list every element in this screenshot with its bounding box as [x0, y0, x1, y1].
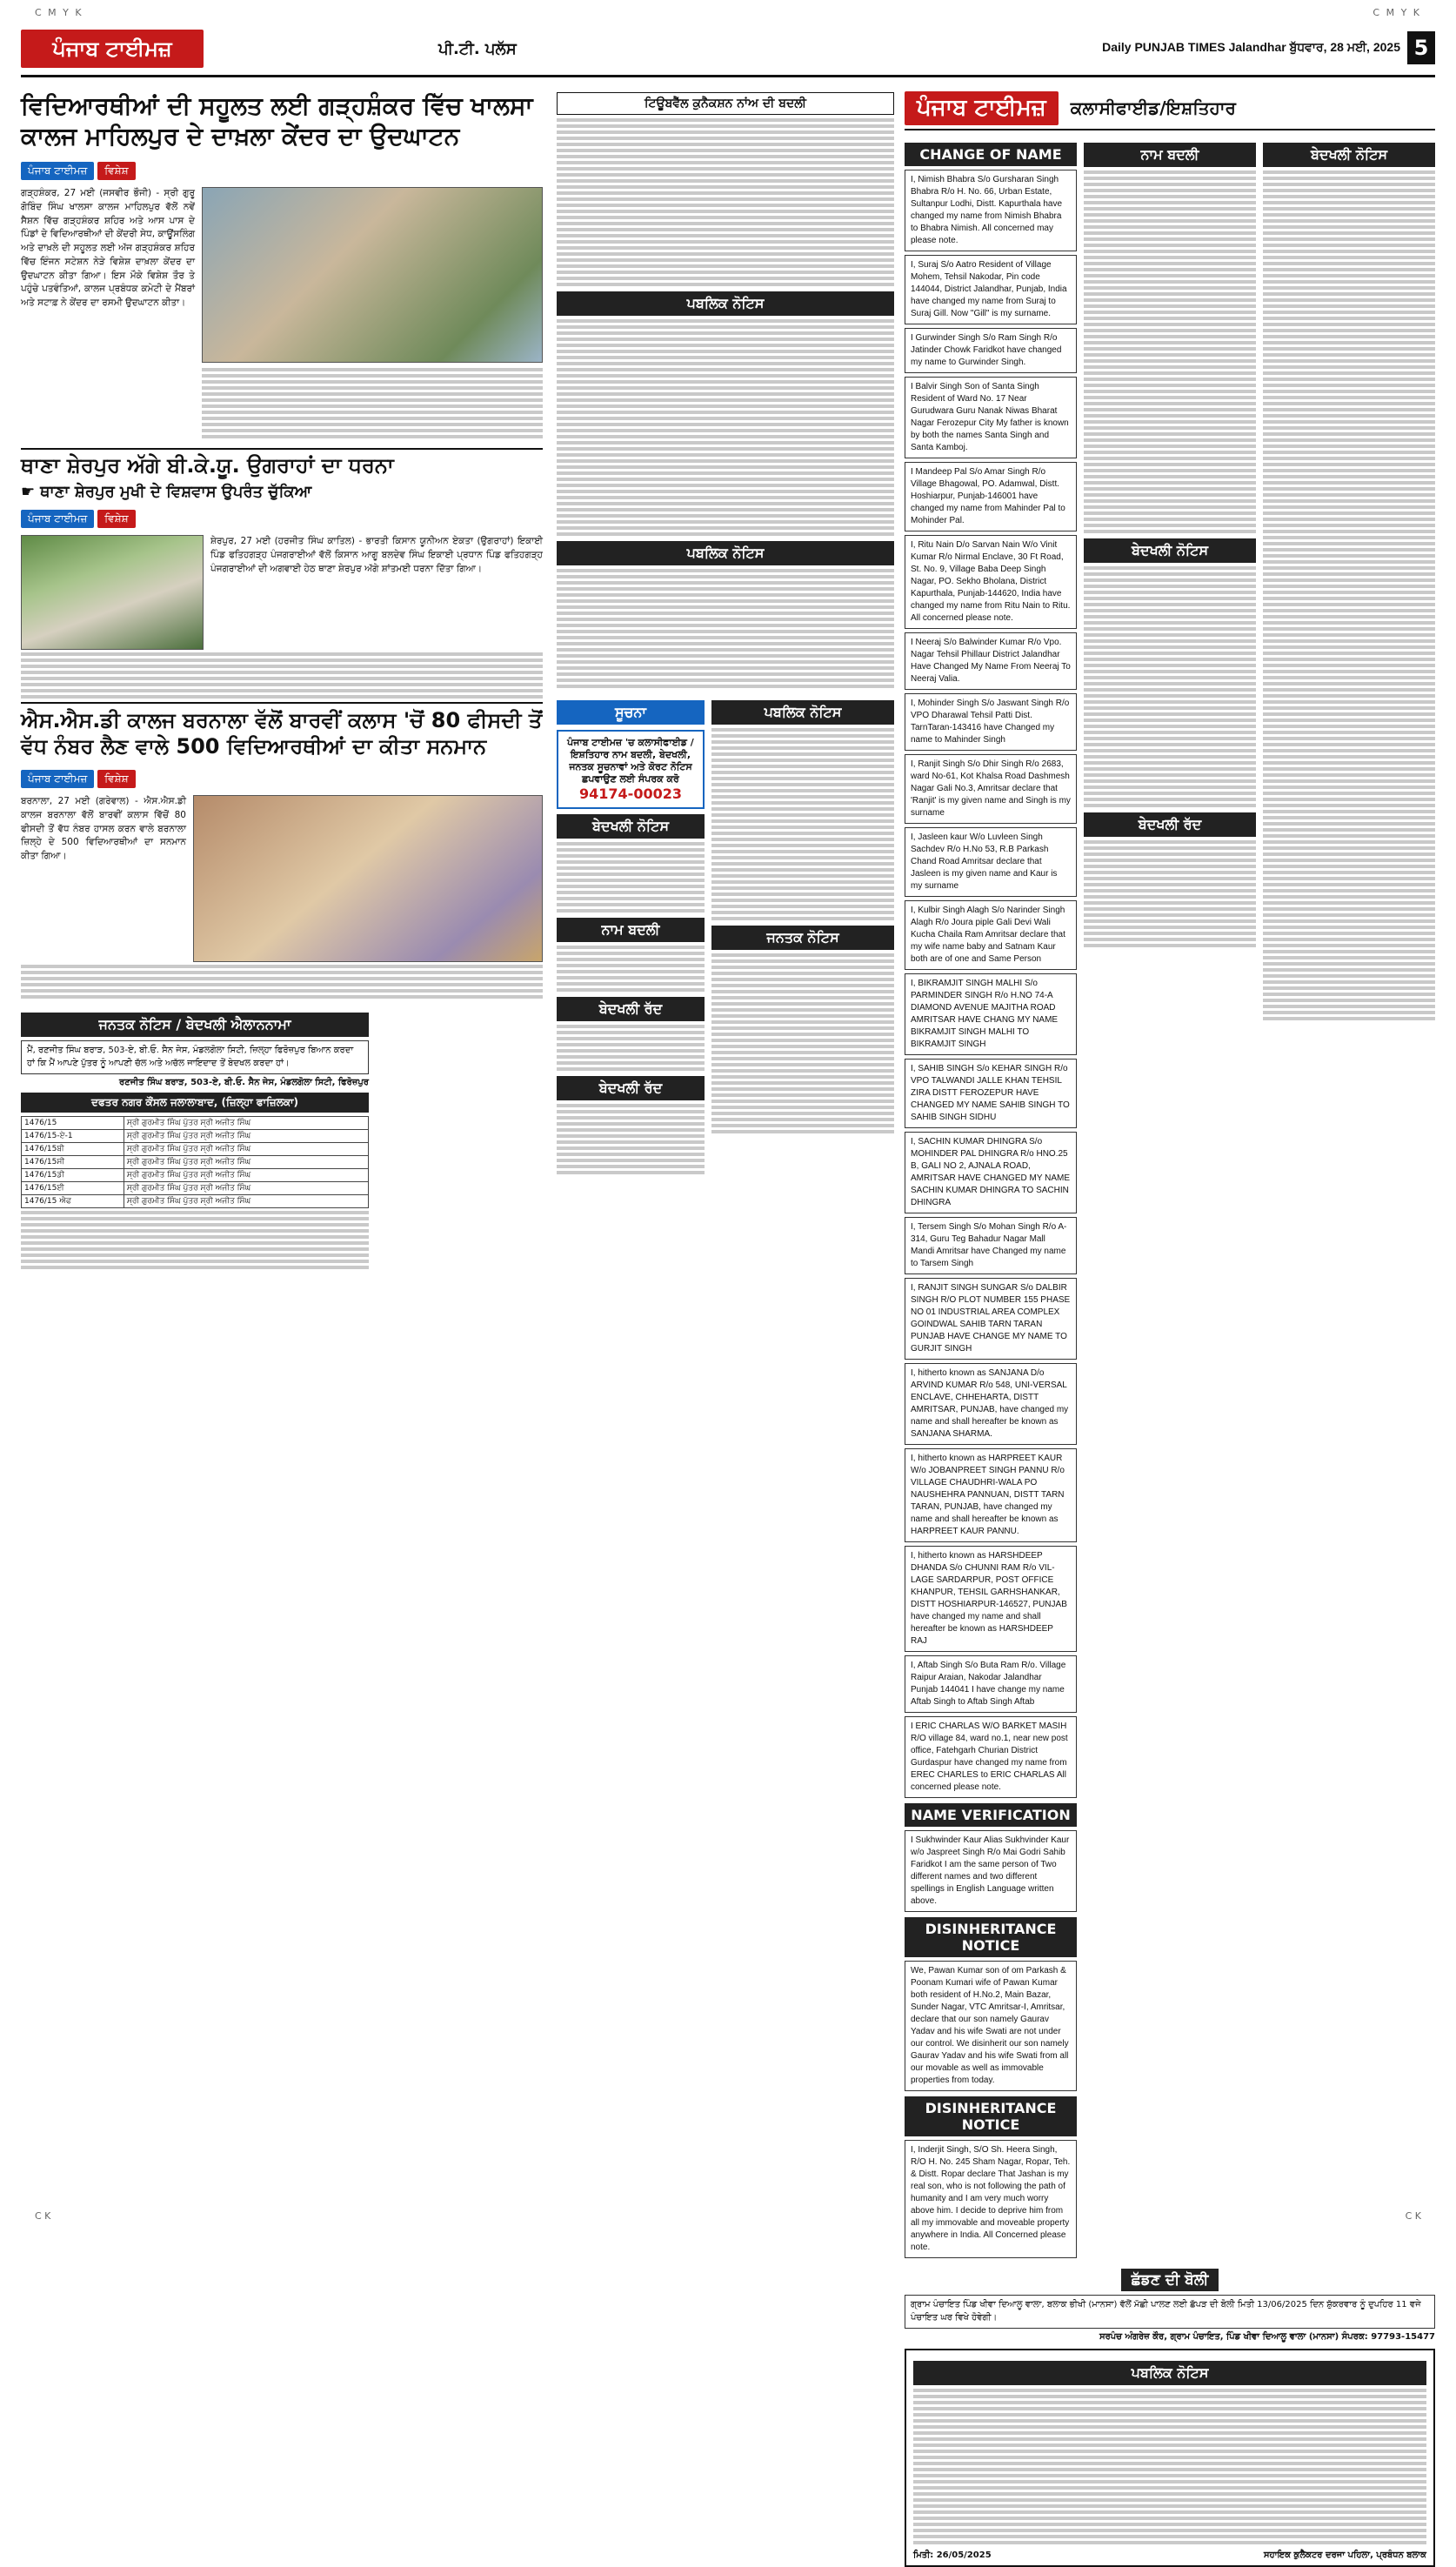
- registration-mark-left: C M Y K: [35, 7, 83, 18]
- felicitation-photo: [193, 795, 543, 962]
- registration-mark-bottom-left: C K: [35, 2210, 51, 2222]
- bedakhli-notice-title: ਬੇਦਖਲੀ ਨੋਟਿਸ: [557, 814, 705, 839]
- name-change-notice: I, Suraj S/o Aatro Resident of Village Mohem, Tehsil Nakodar, Pin code 144044, District Jalandhar, Punjab, India have changed my name from Suraj to Suraj Gill. Now "Gill" is my surname.: [905, 255, 1077, 324]
- tubewell-notice-body: [557, 118, 894, 286]
- change-of-name-title: CHANGE OF NAME: [905, 143, 1077, 166]
- notices-column-middle: [557, 87, 894, 1177]
- story3-headline: ਐਸ.ਐਸ.ਡੀ ਕਾਲਜ ਬਰਨਾਲਾ ਵੱਲੋਂ ਬਾਰਵੀਂ ਕਲਾਸ 'ਚੋਂ 80 ਫੀਸਦੀ ਤੋਂ ਵੱਧ ਨੰਬਰ ਲੈਣ ਵਾਲੇ 500 ਵਿਦਿਆਰਥੀਆਂ ਦਾ ਕੀਤਾ ਸਨਮਾਨ: [21, 702, 543, 759]
- bedakhli-radd-body: [557, 1025, 705, 1071]
- public-notice-1-body: [557, 319, 894, 536]
- name-change-notice: I ERIC CHARLAS W/O BARKET MASIH R/O village 84, ward no.1, near new post office, Fatehgarh Churian District Gurdaspur have changed my name from EREC CHARLES to ERIC CHARLAS All concerned please note.: [905, 1716, 1077, 1798]
- classifieds-logo: ਪੰਜਾਬ ਟਾਈਮਜ਼: [905, 91, 1059, 125]
- name-change-notice: I, Mohinder Singh S/o Jaswant Singh R/o VPO Dharawal Tehsil Patti Dist. TarnTaran-143416 have Changed my name to Mahinder Singh: [905, 693, 1077, 751]
- name-verification-title: NAME VERIFICATION: [905, 1803, 1077, 1827]
- bedakhli-radd-2-title: ਬੇਦਖਲੀ ਰੱਦ: [557, 1076, 705, 1100]
- disinheritance-title-2: DISINHERITANCE NOTICE: [905, 2096, 1077, 2136]
- suchna-title: ਸੂਚਨਾ: [557, 700, 705, 725]
- name-change-notice: I, SACHIN KUMAR DHINGRA S/o MOHINDER PAL DHINGRA R/o HNO.25 B, GALI NO 2, AJNALA ROAD, AMRITSAR HAVE CHANGED MY NAME SACHIN KUMAR DHINGRA TO SACHIN DHINGRA: [905, 1132, 1077, 1213]
- name-change-notice: I, RANJIT SINGH SUNGAR S/o DALBIR SINGH R/O PLOT NUMBER 155 PHASE NO 01 INDUSTRIAL AREA COMPLEX GOINDWAL SAHIB TARN TARAN PUNJAB HAVE CHANGE MY NAME TO GURJIT SINGH: [905, 1278, 1077, 1360]
- tubewell-notice-title: ਟਿਊਬਵੈੱਲ ਕੁਨੈਕਸ਼ਨ ਨਾਂਅ ਦੀ ਬਦਲੀ: [557, 92, 894, 115]
- disinheritance-title: DISINHERITANCE NOTICE: [905, 1917, 1077, 1957]
- bedakhli-notice-title-right: ਬੇਦਖਲੀ ਨੋਟਿਸ: [1263, 143, 1435, 167]
- property-table: [21, 1116, 369, 1208]
- classifieds-subtitle: ਕਲਾਸੀਫਾਈਡ/ਇਸ਼ਤਿਹਾਰ: [1070, 97, 1236, 118]
- punjabi-notices-column: [1084, 137, 1256, 2262]
- public-notice-3-title: ਪਬਲਿਕ ਨੋਟਿਸ: [711, 700, 894, 725]
- bedakhli-punjabi-body: [1084, 566, 1256, 807]
- table-row: [22, 1182, 369, 1195]
- table-row: [22, 1117, 369, 1130]
- public-notice-bottom: [905, 2349, 1435, 2567]
- bedakhli-radd-punjabi-body: [1084, 840, 1256, 947]
- lead-headline: ਵਿਦਿਆਰਥੀਆਂ ਦੀ ਸਹੂਲਤ ਲਈ ਗੜ੍ਹਸ਼ੰਕਰ ਵਿੱਚ ਖਾਲਸਾ ਕਾਲਜ ਮਾਹਿਲਪੁਰ ਦੇ ਦਾਖ਼ਲਾ ਕੇਂਦਰ ਦਾ ਉਦਘਾਟਨ: [21, 91, 533, 150]
- table-cell: ਸ੍ਰੀ ਗੁਰਮੀਤ ਸਿੰਘ ਪੁੱਤਰ ਸ੍ਰੀ ਅਜੀਤ ਸਿੰਘ: [124, 1182, 368, 1195]
- dharna-photo: [21, 535, 204, 650]
- bedakhli-radd-punjabi-title: ਬੇਦਖਲੀ ਰੱਦ: [1084, 812, 1256, 837]
- name-change-notice: I, SAHIB SINGH S/o KEHAR SINGH R/o VPO TALWANDI JALLE KHAN TEHSIL ZIRA DISTT FEROZEPUR HAVE CHANGED MY NAME SAHIB SINGH TO SAHIB SINGH SIDHU: [905, 1059, 1077, 1128]
- contact-text: ਪੰਜਾਬ ਟਾਈਮਜ਼ 'ਚ ਕਲਾਸੀਫਾਈਡ / ਇਸ਼ਤਿਹਾਰ ਨਾਮ ਬਦਲੀ, ਬੇਦਖਲੀ, ਜਨਤਕ ਸੂਚਨਾਵਾਂ ਅਤੇ ਕੋਰਟ ਨੋਟਿਸ ਛਪਵਾਉਣ ਲਈ ਸੰਪਰਕ ਕਰੋ: [567, 737, 694, 785]
- table-row: [22, 1156, 369, 1169]
- bedakhli-radd-2-body: [557, 1104, 705, 1174]
- bedakhli-punjabi-title: ਬੇਦਖਲੀ ਨੋਟਿਸ: [1084, 538, 1256, 563]
- public-notice-bottom-signature: ਸਹਾਇਕ ਕੁਲੈਕਟਰ ਦਰਜਾ ਪਹਿਲਾ, ਪ੍ਰਬੰਧਨ ਬਲਾਕ: [1263, 2550, 1426, 2560]
- municipal-notice-footer: [21, 1211, 369, 1269]
- classifieds-header: [905, 87, 1435, 130]
- table-cell: 1476/15ਈ: [22, 1182, 124, 1195]
- name-change-notice: I Neeraj S/o Balwinder Kumar R/o Vpo. Nagar Tehsil Phillaur District Jalandhar Have Changed My Name From Neeraj To Neeraj Valia.: [905, 632, 1077, 690]
- public-notice-3-body: [711, 728, 894, 920]
- edition-date: Daily PUNJAB TIMES Jalandhar ਬੁੱਧਵਾਰ, 28 ਮਈ, 2025: [1102, 40, 1400, 54]
- name-change-notice: I, Ritu Nain D/o Sarvan Nain W/o Vinit Kumar R/o Nirmal Enclave, 30 Ft Road, St. No. 9, Village Baba Deep Singh Nagar, PO. Sekho Bholana, District Kapurthala, Punjab-144620, India have changed my name from Ritu Nain to Ritu. All concerned please note.: [905, 535, 1077, 629]
- story3-continued: [21, 965, 543, 999]
- table-row: [22, 1169, 369, 1182]
- lead-story-text: ਗੜ੍ਹਸ਼ੰਕਰ, 27 ਮਈ (ਜਸਵੀਰ ਭੌਜੀ) - ਸ੍ਰੀ ਗੁਰੂ ਗੋਬਿੰਦ ਸਿੰਘ ਖਾਲਸਾ ਕਾਲਜ ਮਾਹਿਲਪੁਰ ਵੱਲੋਂ ਨਵੇਂ ਸੈਸ਼ਨ ਵਿੱਚ ਗੜ੍ਹਸ਼ੰਕਰ ਸ਼ਹਿਰ ਅਤੇ ਆਸ ਪਾਸ ਦੇ ਪਿੰਡਾਂ ਦੇ ਵਿਦਿਆਰਥੀਆਂ ਦੀ ਕੇਂਦਰੀ ਸੇਧ, ਕਾਊਂਸਲਿੰਗ ਅਤੇ ਦਾਖ਼ਲੇ ਦੀ ਸਹੂਲਤ ਲਈ ਅੱਜ ਗੜ੍ਹਸ਼ੰਕਰ ਸ਼ਹਿਰ ਵਿੱਚ ਇੰਜਨ ਸਟੇਸ਼ਨ ਨੇੜੇ ਵਿਸ਼ੇਸ਼ ਦਾਖ਼ਲਾ ਕੇਂਦਰ ਦਾ ਉਦਘਾਟਨ ਕੀਤਾ ਗਿਆ। ਇਸ ਮੌਕੇ ਵਿਸ਼ੇਸ਼ ਤੌਰ ਤੇ ਪਹੁੰਚੇ ਪਤਵੰਤਿਆਂ, ਕਾਲਜ ਪ੍ਰਬੰਧਕ ਕਮੇਟੀ ਦੇ ਮੈਂਬਰਾਂ ਅਤੇ ਸਟਾਫ਼ ਨੇ ਕੇਂਦਰ ਦਾ ਰਸਮੀ ਉਦਘਾਟਨ ਕੀਤਾ।: [21, 188, 195, 308]
- table-row: [22, 1143, 369, 1156]
- table-cell: ਸ੍ਰੀ ਗੁਰਮੀਤ ਸਿੰਘ ਪੁੱਤਰ ਸ੍ਰੀ ਅਜੀਤ ਸਿੰਘ: [124, 1117, 368, 1130]
- name-change-notice: I, Aftab Singh S/o Buta Ram R/o. Village Raipur Araian, Nakodar Jalandhar Punjab 144041 I have change my name Aftab Singh to Aftab Singh Aftab: [905, 1655, 1077, 1713]
- chhor-di-boli-text: ਗ੍ਰਾਮ ਪੰਚਾਇਤ ਪਿੰਡ ਖੀਵਾ ਦਿਆਲੂ ਵਾਲਾ, ਬਲਾਕ ਭੀਖੀ (ਮਾਨਸਾ) ਵੱਲੋਂ ਮੱਛੀ ਪਾਲਣ ਲਈ ਛੱਪੜ ਦੀ ਬੋਲੀ ਮਿਤੀ 13/06/2025 ਦਿਨ ਸ਼ੁੱਕਰਵਾਰ ਨੂੰ ਦੁਪਹਿਰ 11 ਵਜੇ ਪੰਚਾਇਤ ਘਰ ਵਿਖੇ ਹੋਵੇਗੀ।: [905, 2295, 1435, 2329]
- special-tag: ਵਿਸ਼ੇਸ਼: [97, 162, 135, 180]
- contact-phone: 94174-00023: [579, 785, 682, 802]
- naam-badli-title: ਨਾਮ ਬਦਲੀ: [557, 918, 705, 942]
- disinheritance-text-1: We, Pawan Kumar son of om Parkash & Poonam Kumari wife of Pawan Kumar both resident of H.No.2, Main Bazar, Sunder Nagar, VTC Amritsar-I, Amritsar, declare that our son namely Gaurav Yadav and his wife Swati are not under our control. We disinherit our son namely Gaurav Yadav and his wife Swati from all our movable as well as immovable properties from today.: [905, 1961, 1077, 2091]
- table-cell: 1476/15ਡੀ: [22, 1169, 124, 1182]
- public-notice-bottom-date: ਮਿਤੀ: 26/05/2025: [913, 2550, 992, 2560]
- masthead-logo: ਪੰਜਾਬ ਟਾਈਮਜ਼: [21, 30, 204, 68]
- table-cell: ਸ੍ਰੀ ਗੁਰਮੀਤ ਸਿੰਘ ਪੁੱਤਰ ਸ੍ਰੀ ਅਜੀਤ ਸਿੰਘ: [124, 1130, 368, 1143]
- story2-text: ਸ਼ੇਰਪੁਰ, 27 ਮਈ (ਹਰਜੀਤ ਸਿੰਘ ਕਾਤਿਲ) - ਭਾਰਤੀ ਕਿਸਾਨ ਯੂਨੀਅਨ ਏਕਤਾ (ਉਗਰਾਹਾਂ) ਇਕਾਈ ਪਿੰਡ ਫਤਿਹਗੜ੍ਹ ਪੰਜਗਰਾਈਆਂ ਵੱਲੋਂ ਕਿਸਾਨ ਆਗੂ ਬਲਦੇਵ ਸਿੰਘ ਇਕਾਈ ਪ੍ਰਧਾਨ ਪਿੰਡ ਫਤਿਹਗੜ੍ਹ ਪੰਜਗਰਾਈਆਂ ਦੀ ਅਗਵਾਈ ਹੇਠ ਥਾਣਾ ਸ਼ੇਰਪੁਰ ਅੱਗੇ ਸ਼ਾਂਤਮਈ ਧਰਨਾ ਦਿੱਤਾ ਗਿਆ।: [210, 536, 543, 574]
- story2-subheadline-text: ਥਾਣਾ ਸ਼ੇਰਪੁਰ ਮੁਖੀ ਦੇ ਵਿਸ਼ਵਾਸ ਉਪਰੰਤ ਚੁੱਕਿਆ: [40, 483, 312, 501]
- table-cell: 1476/15ਬੀ: [22, 1143, 124, 1156]
- name-change-notice: I, hitherto known as SANJANA D/o ARVIND KUMAR R/o 548, UNI-VERSAL ENCLAVE, CHHEHARTA, DISTT AMRITSAR, PUNJAB, have changed my name and shall hereafter be known as SANJANA SHARMA.: [905, 1363, 1077, 1445]
- english-notices-column: [905, 137, 1077, 2262]
- story2-continued: [21, 652, 543, 699]
- name-change-notice: I, Tersem Singh S/o Mohan Singh R/o A-314, Guru Teg Bahadur Nagar Mall Mandi Amritsar have Changed my name to Tarsem Singh: [905, 1217, 1077, 1274]
- name-change-notice: I, Ranjit Singh S/o Dhir Singh R/o 2683, ward No-61, Kot Khalsa Road Dashmesh Nagar Gali No.3, Amritsar declare that 'Ranjit' is my given name and Singh is my surname: [905, 754, 1077, 824]
- public-notice-2-title: ਪਬਲਿਕ ਨੋਟਿਸ: [557, 541, 894, 565]
- name-change-notice: I Mandeep Pal S/o Amar Singh R/o Village Bhagowal, PO. Adamwal, Distt. Hoshiarpur, Punjab-146001 have changed my name from Mahinder Pal to Mohinder Pal.: [905, 462, 1077, 531]
- pointing-hand-icon: ☛: [21, 483, 36, 501]
- naam-badli-body: [557, 946, 705, 992]
- table-cell: 1476/15: [22, 1117, 124, 1130]
- page-number: 5: [1407, 31, 1435, 64]
- janak-notice-2-title: ਜਨਤਕ ਨੋਟਿਸ: [711, 926, 894, 950]
- table-cell: 1476/15ਸੀ: [22, 1156, 124, 1169]
- municipal-notice-title: ਦਫਤਰ ਨਗਰ ਕੌਂਸਲ ਜਲਾਲਾਬਾਦ, (ਜ਼ਿਲ੍ਹਾ ਫਾਜ਼ਿਲਕਾ): [21, 1093, 369, 1113]
- section-title: ਪੀ.ਟੀ. ਪਲੱਸ: [438, 40, 517, 58]
- bedakhli-radd-title: ਬੇਦਖਲੀ ਰੱਦ: [557, 997, 705, 1021]
- lead-photo: [202, 187, 543, 363]
- janak-notice-signature: ਰਣਜੀਤ ਸਿੰਘ ਬਰਾੜ, 503-ਏ, ਬੀ.ਓ. ਸੈਨ ਜੇਸ, ਮੰਡਲਗੋਲਾ ਸਿਟੀ, ਫਿਰੋਜ਼ਪੁਰ: [119, 1078, 369, 1087]
- name-change-notice: I, hitherto known as HARPREET KAUR W/o JOBANPREET SINGH PANNU R/o VILLAGE CHAUDHRI-WALA PO NAUSHEHRA PANNUAN, DISTT TARN TARAN, PUNJAB, have changed my name and shall hereafter be known as HARPREET KAUR PANNU.: [905, 1448, 1077, 1542]
- byline-tag: ਪੰਜਾਬ ਟਾਈਮਜ਼: [21, 162, 94, 180]
- naam-badli-punjabi-title: ਨਾਮ ਬਦਲੀ: [1084, 143, 1256, 167]
- chhor-di-boli-title: ਛੱਡਣ ਦੀ ਬੋਲੀ: [1121, 2269, 1219, 2291]
- table-cell: ਸ੍ਰੀ ਗੁਰਮੀਤ ਸਿੰਘ ਪੁੱਤਰ ਸ੍ਰੀ ਅਜੀਤ ਸਿੰਘ: [124, 1143, 368, 1156]
- classifieds-column: [905, 87, 1435, 2567]
- table-cell: 1476/15-ਏ-1: [22, 1130, 124, 1143]
- bedakhli-notices-column: [1263, 137, 1435, 2262]
- name-verification-text: I Sukhwinder Kaur Alias Sukhvinder Kaur w/o Jaspreet Singh R/o Mai Godri Sahib Faridkot I am the same person of Two different names and two different spellings in English Language written above.: [905, 1830, 1077, 1912]
- page-header: [21, 26, 1435, 77]
- table-cell: 1476/15 ਐਫ: [22, 1195, 124, 1208]
- story3-text: ਬਰਨਾਲਾ, 27 ਮਈ (ਗਰੇਵਾਲ) - ਐਸ.ਐਸ.ਡੀ ਕਾਲਜ ਬਰਨਾਲਾ ਵੱਲੋਂ ਬਾਰਵੀਂ ਕਲਾਸ ਵਿੱਚੋਂ 80 ਫੀਸਦੀ ਤੋਂ ਵੱਧ ਨੰਬਰ ਹਾਸਲ ਕਰਨ ਵਾਲੇ ਬਰਨਾਲਾ ਜ਼ਿਲ੍ਹੇ ਦੇ 500 ਵਿਦਿਆਰਥੀਆਂ ਦਾ ਸਨਮਾਨ ਕੀਤਾ ਗਿਆ।: [21, 796, 186, 861]
- name-change-notice: I Gurwinder Singh S/o Ram Singh R/o Jatinder Chowk Faridkot have changed my name to Gurwinder Singh.: [905, 328, 1077, 373]
- lead-story-continued: [202, 368, 543, 438]
- public-notice-1-title: ਪਬਲਿਕ ਨੋਟਿਸ: [557, 291, 894, 316]
- janak-notice-2-body: [711, 953, 894, 1133]
- classified-contact-box: [557, 730, 705, 809]
- registration-mark-right: C M Y K: [1373, 7, 1421, 18]
- news-column-left: [21, 87, 543, 1272]
- table-cell: ਸ੍ਰੀ ਗੁਰਮੀਤ ਸਿੰਘ ਪੁੱਤਰ ਸ੍ਰੀ ਅਜੀਤ ਸਿੰਘ: [124, 1156, 368, 1169]
- registration-mark-bottom-right: C K: [1405, 2210, 1421, 2222]
- name-change-notice: I Balvir Singh Son of Santa Singh Resident of Ward No. 17 Near Gurudwara Guru Nanak Niwas Bharat Nagar Ferozepur City My father is known by both the names Santa Singh and Santa Kamboj.: [905, 377, 1077, 458]
- special-tag-3: ਵਿਸ਼ੇਸ਼: [97, 770, 135, 788]
- name-change-notice: I, hitherto known as HARSHDEEP DHANDA S/o CHUNNI RAM R/o VIL-LAGE SARDARPUR, POST OFFICE KHANPUR, TEHSIL GARHSHANKAR, DISTT HOSHIARPUR-146527, PUNJAB have changed my name and shall hereafter be known as HARSHDEEP RAJ: [905, 1546, 1077, 1652]
- table-row: [22, 1195, 369, 1208]
- special-tag-2: ਵਿਸ਼ੇਸ਼: [97, 510, 135, 528]
- story2-subheadline: [21, 483, 543, 501]
- name-change-notice: I, Kulbir Singh Alagh S/o Narinder Singh Alagh R/o Joura piple Gali Devi Wali Kucha Chaila Ram Amritsar declare that my wife name baby and Satnam Kaur both are of one and Same Person: [905, 900, 1077, 970]
- public-notice-2-body: [557, 569, 894, 688]
- story2-headline: ਥਾਣਾ ਸ਼ੇਰਪੁਰ ਅੱਗੇ ਬੀ.ਕੇ.ਯੂ. ਉਗਰਾਹਾਂ ਦਾ ਧਰਨਾ: [21, 448, 543, 478]
- disinheritance-text-2: I, Inderjit Singh, S/O Sh. Heera Singh, R/O H. No. 245 Sham Nagar, Ropar, Teh. & Distt. Ropar declare That Jashan is my real son, who is not following the path of humanity and I am very much worry above him. I decide to deprive him from all my immovable and moveable property anywhere in India. All Concerned please note.: [905, 2140, 1077, 2258]
- chhor-di-boli-signature: ਸਰਪੰਚ ਅੰਗਰੇਜ਼ ਕੌਰ, ਗ੍ਰਾਮ ਪੰਚਾਇਤ, ਪਿੰਡ ਖੀਵਾ ਦਿਆਲੂ ਵਾਲਾ (ਮਾਨਸਾ) ਸੰਪਰਕ: 97793-15477: [1099, 2332, 1435, 2342]
- public-notice-bottom-title: ਪਬਲਿਕ ਨੋਟਿਸ: [913, 2361, 1426, 2385]
- public-notice-bottom-body: [913, 2389, 1426, 2544]
- naam-badli-punjabi-body: [1084, 170, 1256, 533]
- byline-tag-3: ਪੰਜਾਬ ਟਾਈਮਜ਼: [21, 770, 94, 788]
- bedakhli-notice-body: [557, 842, 705, 912]
- table-cell: ਸ੍ਰੀ ਗੁਰਮੀਤ ਸਿੰਘ ਪੁੱਤਰ ਸ੍ਰੀ ਅਜੀਤ ਸਿੰਘ: [124, 1169, 368, 1182]
- name-change-notice: I, Jasleen kaur W/o Luvleen Singh Sachdev R/o H.No 53, R.B Parkash Chand Road Amritsar declare that Jasleen is my given name and Kaur is my surname: [905, 827, 1077, 897]
- janak-notice-title: ਜਨਤਕ ਨੋਟਿਸ / ਬੇਦਖਲੀ ਐਲਾਨਨਾਮਾ: [21, 1013, 369, 1037]
- name-change-notice: I, Nimish Bhabra S/o Gursharan Singh Bhabra R/o H. No. 66, Urban Estate, Sultanpur Lodhi, Distt. Kapurthala have changed my name from Nimish Bhabra to Bhabra Nimish. All concerned may please note.: [905, 170, 1077, 251]
- byline-tag-2: ਪੰਜਾਬ ਟਾਈਮਜ਼: [21, 510, 94, 528]
- table-cell: ਸ੍ਰੀ ਗੁਰਮੀਤ ਸਿੰਘ ਪੁੱਤਰ ਸ੍ਰੀ ਅਜੀਤ ਸਿੰਘ: [124, 1195, 368, 1208]
- bedakhli-notice-body-right: [1263, 170, 1435, 1020]
- janak-notice-text: ਮੈਂ, ਰਣਜੀਤ ਸਿੰਘ ਬਰਾੜ, 503-ਏ, ਬੀ.ਓ. ਸੈਨ ਜੇਸ, ਮੰਡਲਗੋਲਾ ਸਿਟੀ, ਜ਼ਿਲ੍ਹਾ ਫਿਰੋਜ਼ਪੁਰ ਬਿਆਨ ਕਰਦਾ ਹਾਂ ਕਿ ਮੈਂ ਆਪਣੇ ਪੁੱਤਰ ਨੂੰ ਆਪਣੀ ਚੱਲ ਅਤੇ ਅਚੱਲ ਜਾਇਦਾਦ ਤੋਂ ਬੇਦਖਲ ਕਰਦਾ ਹਾਂ।: [21, 1040, 369, 1074]
- name-change-notice: I, BIKRAMJIT SINGH MALHI S/o PARMINDER SINGH R/o H.NO 74-A DIAMOND AVENUE MAJITHA ROAD AMRITSAR HAVE CHANG MY NAME BIKRAMJIT SINGH MALHI TO BIKRAMJIT SINGH: [905, 973, 1077, 1055]
- table-row: [22, 1130, 369, 1143]
